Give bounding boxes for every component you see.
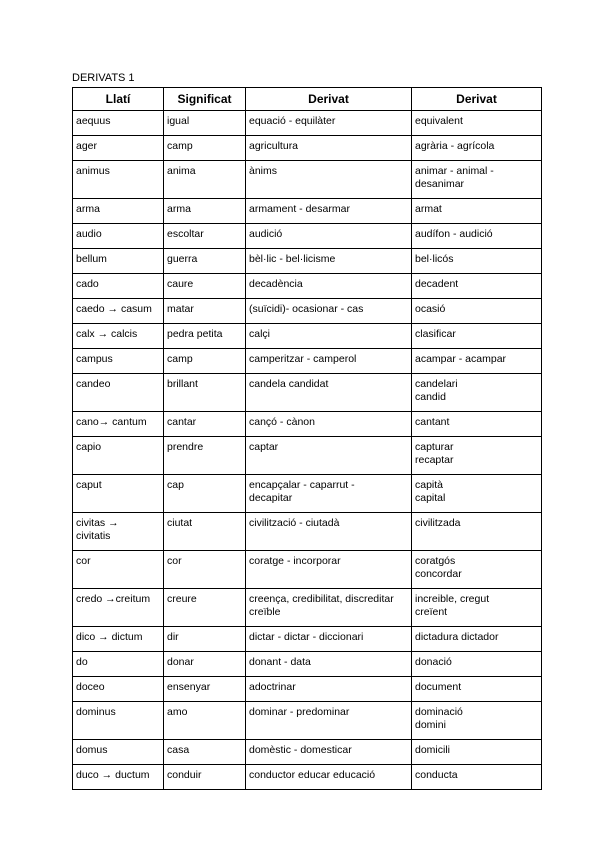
table-row xyxy=(73,740,542,765)
cell-derivative-1 xyxy=(246,136,412,161)
cell-text: caput xyxy=(76,479,102,491)
table-header-row xyxy=(73,88,542,111)
cell-text: calçi xyxy=(249,328,271,340)
cell-text: agricultura xyxy=(249,140,299,152)
cell-derivative-2 xyxy=(412,740,542,765)
table-row xyxy=(73,136,542,161)
cell-text: acampar - acampar xyxy=(415,353,507,365)
cell-derivative-1 xyxy=(246,627,412,652)
cell-text: do xyxy=(76,656,88,668)
cell-text: audició xyxy=(249,228,283,240)
table-row xyxy=(73,652,542,677)
cell-derivative-2 xyxy=(412,374,542,412)
header-meaning: Significat xyxy=(164,88,246,111)
cell-text: duco → ductum xyxy=(76,769,150,781)
cell-derivative-1 xyxy=(246,740,412,765)
cell-text: civilització - ciutadà xyxy=(249,517,340,529)
cell-text: matar xyxy=(167,303,194,315)
derivatives-table xyxy=(72,87,542,790)
cell-derivative-1 xyxy=(246,702,412,740)
cell-derivative-2 xyxy=(412,437,542,475)
cell-derivative-2 xyxy=(412,652,542,677)
cell-meaning xyxy=(164,111,246,136)
cell-meaning xyxy=(164,199,246,224)
cell-text: aequus xyxy=(76,115,111,127)
cell-text: candela candidat xyxy=(249,378,329,390)
table-row xyxy=(73,677,542,702)
table-body xyxy=(73,111,542,790)
cell-text: agrària - agrícola xyxy=(415,140,495,152)
cell-text: bèl·lic - bel·licisme xyxy=(249,253,336,265)
cell-meaning xyxy=(164,551,246,589)
cell-derivative-1 xyxy=(246,111,412,136)
cell-text: ànims xyxy=(249,165,278,177)
cell-meaning xyxy=(164,412,246,437)
cell-derivative-1 xyxy=(246,677,412,702)
cell-text: caedo → casum xyxy=(76,303,152,315)
cell-text: cançó - cànon xyxy=(249,416,315,428)
cell-text: conduir xyxy=(167,769,202,781)
cell-latin xyxy=(73,161,164,199)
cell-derivative-2 xyxy=(412,475,542,513)
cell-text: coratge - incorporar xyxy=(249,555,341,567)
cell-text: encapçalar - caparrut - decapitar xyxy=(249,479,355,504)
cell-meaning xyxy=(164,299,246,324)
cell-text: civitas → civitatis xyxy=(76,517,119,542)
cell-latin xyxy=(73,627,164,652)
cell-meaning xyxy=(164,475,246,513)
table-row xyxy=(73,299,542,324)
header-derivative-1: Derivat xyxy=(246,88,412,111)
cell-latin xyxy=(73,324,164,349)
cell-text: escoltar xyxy=(167,228,204,240)
cell-meaning xyxy=(164,136,246,161)
cell-text: domèstic - domesticar xyxy=(249,744,352,756)
table-row xyxy=(73,513,542,551)
cell-latin xyxy=(73,224,164,249)
cell-derivative-1 xyxy=(246,161,412,199)
cell-meaning xyxy=(164,677,246,702)
cell-derivative-2 xyxy=(412,161,542,199)
cell-derivative-2 xyxy=(412,249,542,274)
cell-meaning xyxy=(164,740,246,765)
table-row xyxy=(73,274,542,299)
cell-text: ocasió xyxy=(415,303,446,315)
table-row xyxy=(73,111,542,136)
cell-latin xyxy=(73,702,164,740)
cell-derivative-1 xyxy=(246,249,412,274)
cell-text: cantant xyxy=(415,416,450,428)
cell-latin xyxy=(73,513,164,551)
cell-derivative-1 xyxy=(246,551,412,589)
cell-derivative-2 xyxy=(412,136,542,161)
cell-text: equació - equilàter xyxy=(249,115,336,127)
cell-text: donació xyxy=(415,656,452,668)
cell-derivative-1 xyxy=(246,475,412,513)
cell-text: animar - animal - desanimar xyxy=(415,165,494,190)
table-row xyxy=(73,324,542,349)
table-row xyxy=(73,412,542,437)
cell-text: camp xyxy=(167,353,193,365)
cell-text: campus xyxy=(76,353,113,365)
cell-derivative-2 xyxy=(412,111,542,136)
cell-text: donar xyxy=(167,656,194,668)
cell-derivative-2 xyxy=(412,589,542,627)
cell-text: credo →creitum xyxy=(76,593,151,605)
cell-text: ciutat xyxy=(167,517,193,529)
cell-latin xyxy=(73,199,164,224)
table-row xyxy=(73,199,542,224)
cell-text: candeo xyxy=(76,378,111,390)
cell-text: cantar xyxy=(167,416,197,428)
cell-derivative-1 xyxy=(246,589,412,627)
cell-latin xyxy=(73,652,164,677)
cell-text: arma xyxy=(76,203,100,215)
cell-text: domicili xyxy=(415,744,451,756)
cell-derivative-2 xyxy=(412,513,542,551)
cell-text: equivalent xyxy=(415,115,463,127)
table-row xyxy=(73,589,542,627)
cell-text: arma xyxy=(167,203,191,215)
cell-latin xyxy=(73,551,164,589)
cell-text: civilitzada xyxy=(415,517,461,529)
cell-latin xyxy=(73,374,164,412)
cell-derivative-2 xyxy=(412,224,542,249)
cell-text: amo xyxy=(167,706,188,718)
cell-latin xyxy=(73,475,164,513)
cell-text: cor xyxy=(167,555,182,567)
table-row xyxy=(73,437,542,475)
cell-text: cado xyxy=(76,278,99,290)
cell-derivative-2 xyxy=(412,677,542,702)
header-derivative-2: Derivat xyxy=(412,88,542,111)
cell-meaning xyxy=(164,589,246,627)
cell-derivative-2 xyxy=(412,627,542,652)
cell-text: audífon - audició xyxy=(415,228,493,240)
cell-text: capio xyxy=(76,441,102,453)
cell-meaning xyxy=(164,224,246,249)
cell-text: capità capital xyxy=(415,479,446,504)
cell-text: bel·licós xyxy=(415,253,454,265)
cell-text: caure xyxy=(167,278,194,290)
cell-latin xyxy=(73,412,164,437)
cell-text: camperitzar - camperol xyxy=(249,353,357,365)
cell-latin xyxy=(73,111,164,136)
cell-meaning xyxy=(164,765,246,790)
cell-latin xyxy=(73,437,164,475)
cell-text: pedra petita xyxy=(167,328,223,340)
cell-derivative-2 xyxy=(412,702,542,740)
cell-text: bellum xyxy=(76,253,107,265)
cell-text: dictadura dictador xyxy=(415,631,499,643)
cell-text: creença, credibilitat, discreditar creïble xyxy=(249,593,394,618)
cell-text: armament - desarmar xyxy=(249,203,350,215)
cell-text: animus xyxy=(76,165,110,177)
cell-text: cano→ cantum xyxy=(76,416,147,428)
cell-text: conductor educar educació xyxy=(249,769,376,781)
cell-text: cap xyxy=(167,479,184,491)
cell-text: igual xyxy=(167,115,190,127)
cell-text: conducta xyxy=(415,769,458,781)
cell-derivative-1 xyxy=(246,765,412,790)
table-row xyxy=(73,765,542,790)
cell-text: dico → dictum xyxy=(76,631,143,643)
cell-derivative-2 xyxy=(412,349,542,374)
cell-text: clasificar xyxy=(415,328,456,340)
cell-derivative-2 xyxy=(412,412,542,437)
cell-latin xyxy=(73,136,164,161)
cell-text: dictar - dictar - diccionari xyxy=(249,631,364,643)
cell-latin xyxy=(73,274,164,299)
cell-text: calx → calcis xyxy=(76,328,138,340)
cell-text: (suïcidi)- ocasionar - cas xyxy=(249,303,364,315)
cell-text: adoctrinar xyxy=(249,681,296,693)
cell-derivative-1 xyxy=(246,652,412,677)
cell-derivative-2 xyxy=(412,274,542,299)
cell-derivative-2 xyxy=(412,199,542,224)
cell-latin xyxy=(73,677,164,702)
table-row xyxy=(73,702,542,740)
cell-meaning xyxy=(164,652,246,677)
cell-derivative-1 xyxy=(246,412,412,437)
cell-derivative-2 xyxy=(412,299,542,324)
cell-derivative-1 xyxy=(246,349,412,374)
table-row xyxy=(73,627,542,652)
cell-text: ensenyar xyxy=(167,681,211,693)
cell-text: captar xyxy=(249,441,279,453)
table-row xyxy=(73,161,542,199)
cell-text: dominació domini xyxy=(415,706,463,731)
cell-text: capturar recaptar xyxy=(415,441,454,466)
cell-text: doceo xyxy=(76,681,105,693)
cell-derivative-2 xyxy=(412,765,542,790)
cell-latin xyxy=(73,349,164,374)
table-row xyxy=(73,475,542,513)
cell-meaning xyxy=(164,513,246,551)
cell-text: armat xyxy=(415,203,442,215)
cell-text: guerra xyxy=(167,253,198,265)
cell-text: ager xyxy=(76,140,98,152)
cell-derivative-1 xyxy=(246,199,412,224)
cell-text: brillant xyxy=(167,378,198,390)
cell-text: candelari candid xyxy=(415,378,458,403)
cell-text: dominar - predominar xyxy=(249,706,350,718)
cell-meaning xyxy=(164,324,246,349)
cell-derivative-1 xyxy=(246,274,412,299)
cell-text: anima xyxy=(167,165,196,177)
cell-meaning xyxy=(164,161,246,199)
cell-text: dir xyxy=(167,631,179,643)
cell-derivative-1 xyxy=(246,299,412,324)
cell-derivative-1 xyxy=(246,324,412,349)
document-title: DERIVATS 1 xyxy=(72,72,135,84)
cell-text: creure xyxy=(167,593,197,605)
cell-derivative-2 xyxy=(412,324,542,349)
cell-meaning xyxy=(164,249,246,274)
cell-meaning xyxy=(164,274,246,299)
cell-text: donant - data xyxy=(249,656,311,668)
table-row xyxy=(73,224,542,249)
cell-latin xyxy=(73,299,164,324)
cell-meaning xyxy=(164,374,246,412)
cell-latin xyxy=(73,765,164,790)
cell-text: coratgós concordar xyxy=(415,555,462,580)
table-row xyxy=(73,349,542,374)
cell-text: casa xyxy=(167,744,190,756)
cell-text: cor xyxy=(76,555,91,567)
table-row xyxy=(73,249,542,274)
cell-text: document xyxy=(415,681,462,693)
cell-text: prendre xyxy=(167,441,204,453)
cell-text: dominus xyxy=(76,706,116,718)
cell-latin xyxy=(73,740,164,765)
header-latin: Llatí xyxy=(73,88,164,111)
cell-text: camp xyxy=(167,140,193,152)
cell-derivative-2 xyxy=(412,551,542,589)
cell-meaning xyxy=(164,349,246,374)
cell-text: increible, cregut creïent xyxy=(415,593,490,618)
cell-latin xyxy=(73,589,164,627)
cell-text: audio xyxy=(76,228,102,240)
cell-derivative-1 xyxy=(246,374,412,412)
cell-text: domus xyxy=(76,744,108,756)
cell-text: decadència xyxy=(249,278,303,290)
cell-latin xyxy=(73,249,164,274)
cell-derivative-1 xyxy=(246,513,412,551)
cell-meaning xyxy=(164,437,246,475)
cell-text: decadent xyxy=(415,278,459,290)
table-row xyxy=(73,374,542,412)
cell-derivative-1 xyxy=(246,437,412,475)
cell-meaning xyxy=(164,627,246,652)
cell-meaning xyxy=(164,702,246,740)
table-row xyxy=(73,551,542,589)
cell-derivative-1 xyxy=(246,224,412,249)
